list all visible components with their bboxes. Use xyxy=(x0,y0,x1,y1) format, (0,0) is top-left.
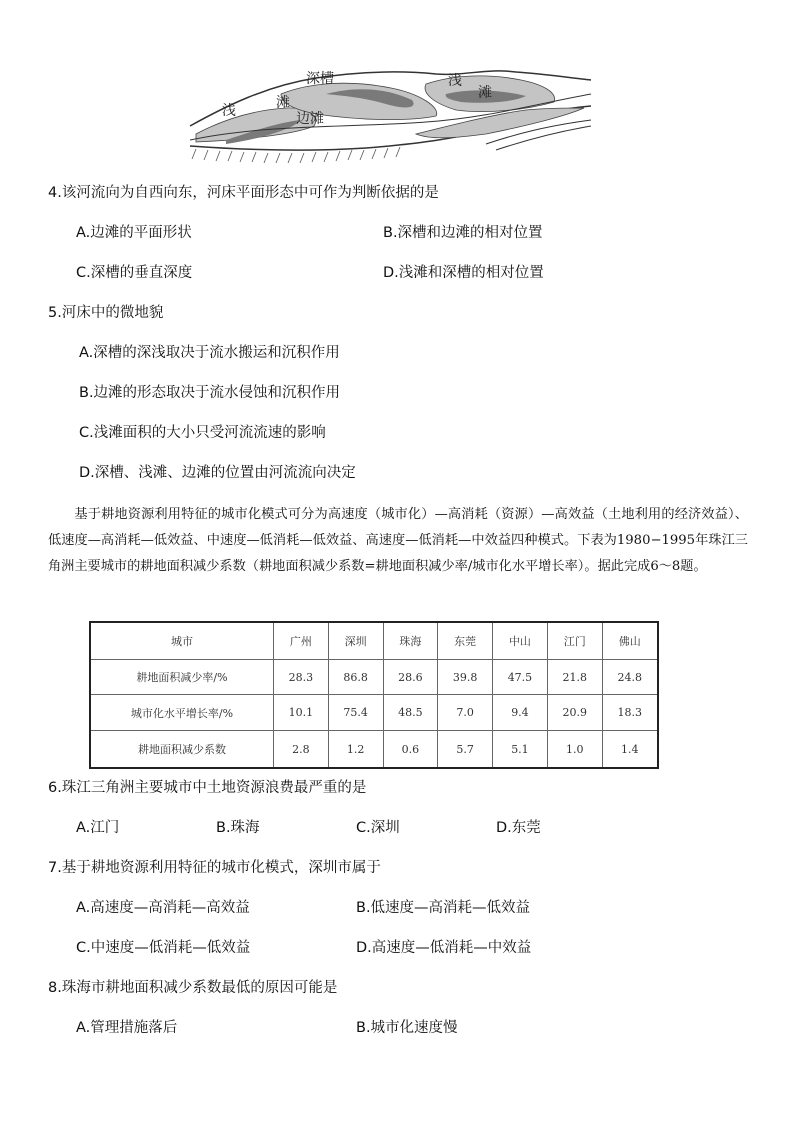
table-header-cell: 广州 xyxy=(274,622,329,659)
table-header-cell: 中山 xyxy=(493,622,548,659)
table-cell: 0.6 xyxy=(383,731,438,768)
label-shoal-left: 浅 xyxy=(222,103,236,119)
table-cell: 耕地面积减少系数 xyxy=(90,731,274,768)
table-cell: 9.4 xyxy=(493,695,548,731)
table-cell: 28.3 xyxy=(274,659,329,695)
label-deep-trough: 深槽 xyxy=(306,71,334,87)
table-cell: 21.8 xyxy=(547,659,602,695)
table-cell: 24.8 xyxy=(602,659,658,695)
label-shoal-left-2: 滩 xyxy=(276,95,290,111)
table-cell: 城市化水平增长率/% xyxy=(90,695,274,731)
table-header-cell: 深圳 xyxy=(328,622,383,659)
table-cell: 48.5 xyxy=(383,695,438,731)
q4-stem: 4.该河流向为自西向东，河床平面形态中可作为判断依据的是 xyxy=(48,185,439,201)
q4-option-b[interactable]: B.深槽和边滩的相对位置 xyxy=(383,225,543,241)
q5-option-d[interactable]: D.深槽、浅滩、边滩的位置由河流流向决定 xyxy=(79,465,356,481)
q5-stem: 5.河床中的微地貌 xyxy=(48,305,164,321)
label-shoal-right: 浅 xyxy=(448,73,462,89)
table-cell: 75.4 xyxy=(328,695,383,731)
q7-option-d[interactable]: D.高速度—低消耗—中效益 xyxy=(356,940,532,956)
passage-text: 基于耕地资源利用特征的城市化模式可分为高速度（城市化）—高消耗（资源）—高效益（土地利用的经济效益）、低速度—高消耗—低效益、中速度—低消耗—低效益、高速度—低消耗—中效益四种模式。下表为1980−1995年珠江三角洲主要城市的耕地面积减少系数（耕地面积减少系数=耕地面积减少率/城市化水平增长率）。据此完成6～8题。 xyxy=(48,507,748,574)
table-cell: 2.8 xyxy=(274,731,329,768)
q5-option-b[interactable]: B.边滩的形态取决于流水侵蚀和沉积作用 xyxy=(79,385,341,401)
q6-option-b[interactable]: B.珠海 xyxy=(216,820,260,836)
q7-option-b[interactable]: B.低速度—高消耗—低效益 xyxy=(356,900,531,916)
river-bed-figure xyxy=(186,64,594,168)
table-cell: 5.7 xyxy=(438,731,493,768)
farmland-table xyxy=(89,621,659,769)
table-row xyxy=(90,695,658,731)
table-header-cell: 珠海 xyxy=(383,622,438,659)
q8-stem: 8.珠海市耕地面积减少系数最低的原因可能是 xyxy=(48,980,338,996)
table-header-cell: 东莞 xyxy=(438,622,493,659)
q7-option-c[interactable]: C.中速度—低消耗—低效益 xyxy=(76,940,251,956)
q6-option-a[interactable]: A.江门 xyxy=(76,820,120,836)
table-header-cell: 城市 xyxy=(90,622,274,659)
label-shoal-right-2: 滩 xyxy=(478,85,492,101)
table-cell: 10.1 xyxy=(274,695,329,731)
label-edge-shoal: 边滩 xyxy=(296,111,324,127)
table-header-cell: 江门 xyxy=(547,622,602,659)
q8-option-b[interactable]: B.城市化速度慢 xyxy=(356,1020,458,1036)
q7-stem: 7.基于耕地资源利用特征的城市化模式，深圳市属于 xyxy=(48,860,381,876)
river-bed-diagram xyxy=(186,64,594,168)
table-cell: 1.4 xyxy=(602,731,658,768)
table-cell: 18.3 xyxy=(602,695,658,731)
q5-option-a[interactable]: A.深槽的深浅取决于流水搬运和沉积作用 xyxy=(79,345,340,361)
table-row xyxy=(90,659,658,695)
table-cell: 86.8 xyxy=(328,659,383,695)
table-header-cell: 佛山 xyxy=(602,622,658,659)
table-cell: 1.2 xyxy=(328,731,383,768)
table-cell: 39.8 xyxy=(438,659,493,695)
q8-option-a[interactable]: A.管理措施落后 xyxy=(76,1020,178,1036)
table-cell: 7.0 xyxy=(438,695,493,731)
table-cell: 耕地面积减少率/% xyxy=(90,659,274,695)
q6-option-c[interactable]: C.深圳 xyxy=(356,820,400,836)
q4-option-c[interactable]: C.深槽的垂直深度 xyxy=(76,265,193,281)
channel-line-3 xyxy=(496,126,591,150)
table-row xyxy=(90,731,658,768)
table-cell: 28.6 xyxy=(383,659,438,695)
table-cell: 1.0 xyxy=(547,731,602,768)
table-cell: 5.1 xyxy=(493,731,548,768)
q6-stem: 6.珠江三角洲主要城市中土地资源浪费最严重的是 xyxy=(48,780,367,796)
table-cell: 47.5 xyxy=(493,659,548,695)
table-header-row xyxy=(90,622,658,659)
q4-option-a[interactable]: A.边滩的平面形状 xyxy=(76,225,192,241)
q4-option-d[interactable]: D.浅滩和深槽的相对位置 xyxy=(383,265,544,281)
q5-option-c[interactable]: C.浅滩面积的大小只受河流流速的影响 xyxy=(79,425,326,441)
q6-option-d[interactable]: D.东莞 xyxy=(496,820,541,836)
table-cell: 20.9 xyxy=(547,695,602,731)
q7-option-a[interactable]: A.高速度—高消耗—高效益 xyxy=(76,900,250,916)
